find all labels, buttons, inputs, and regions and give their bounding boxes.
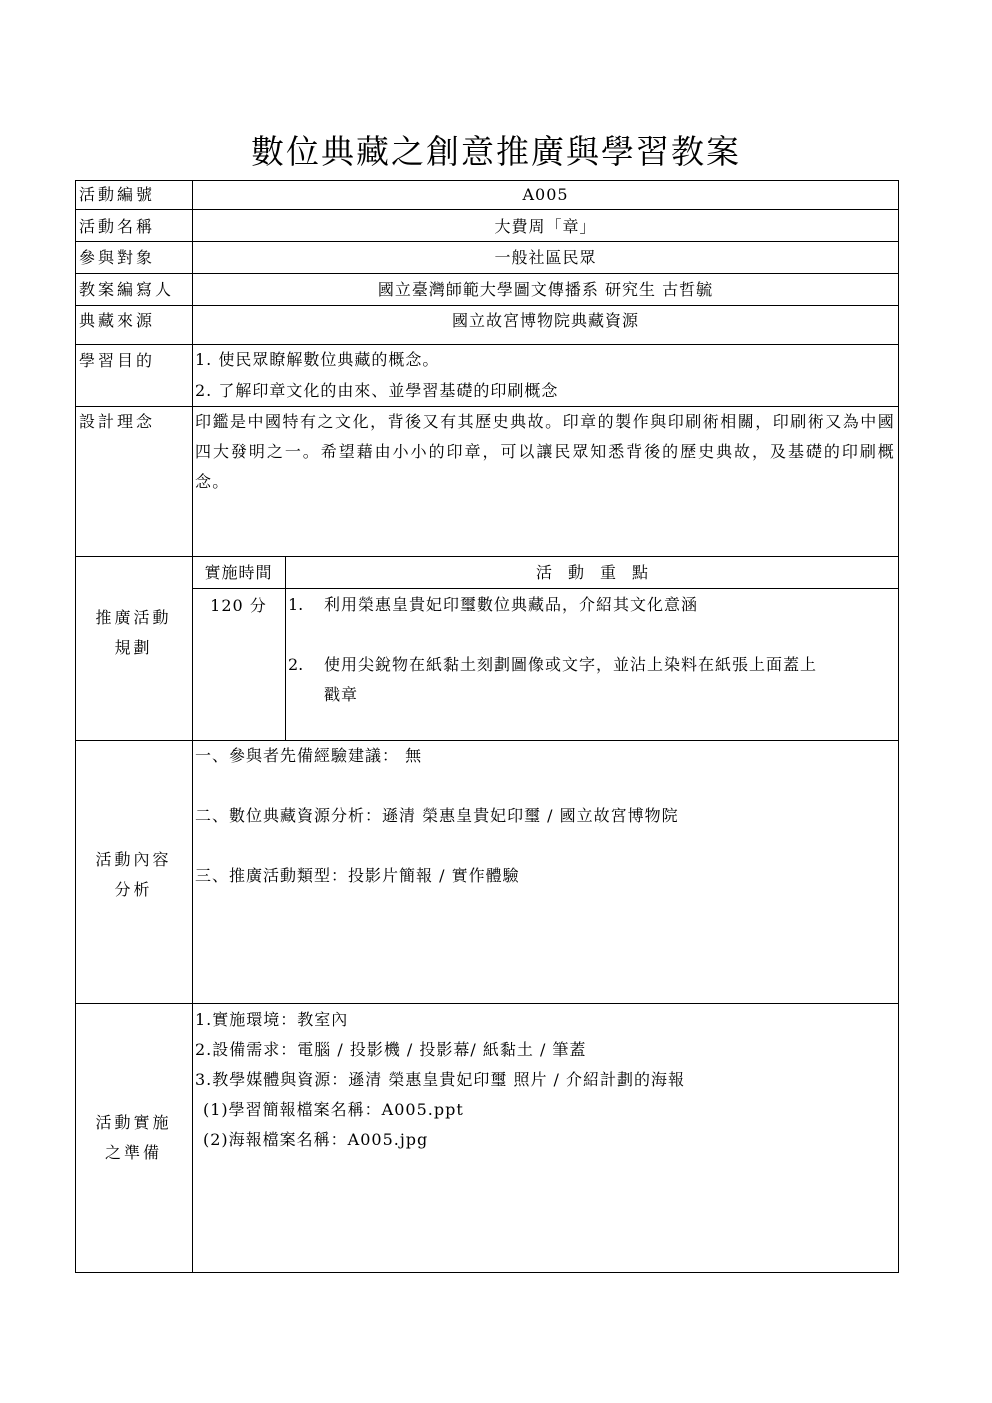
row-divider (75, 344, 899, 345)
focus-item-text: 利用榮惠皇貴妃印璽數位典藏品，介紹其文化意涵 (324, 595, 699, 614)
focus-item-number: 1. (288, 595, 304, 614)
activity-name-label: 活動名稱 (79, 217, 156, 236)
analysis-item: 一、參與者先備經驗建議： 無 (195, 746, 423, 765)
source-label: 典藏來源 (79, 311, 156, 330)
row-divider (192, 588, 899, 589)
focus-item-number: 2. (288, 655, 304, 674)
plan-label-line2: 規劃 (114, 638, 153, 657)
prep-item: 1.實施環境：教室內 (195, 1010, 349, 1029)
row-divider (75, 305, 899, 306)
author-label: 教案編寫人 (79, 280, 175, 299)
prep-subitem: (1)學習簡報檔案名稱：A005.ppt (203, 1100, 464, 1119)
analysis-item: 三、推廣活動類型：投影片簡報 / 實作體驗 (195, 866, 520, 885)
prep-label-line2: 之準備 (104, 1143, 162, 1162)
audience-label: 參與對象 (79, 248, 156, 267)
column-divider (285, 556, 286, 740)
activity-id-label: 活動編號 (79, 185, 156, 204)
objective-item: 2. 了解印章文化的由來、並學習基礎的印刷概念 (195, 381, 559, 400)
analysis-label-line1: 活動內容 (95, 850, 172, 869)
source-value: 國立故宮博物院典藏資源 (451, 311, 639, 330)
focus-item-text-cont: 戳章 (324, 685, 359, 704)
row-divider (75, 273, 899, 274)
time-header: 實施時間 (204, 563, 273, 582)
focus-item-text: 使用尖銳物在紙黏土刻劃圖像或文字，並沾上染料在紙張上面蓋上 (324, 655, 818, 674)
activity-id-value: A005 (522, 185, 569, 204)
objective-item: 1. 使民眾瞭解數位典藏的概念。 (195, 350, 440, 369)
objectives-label: 學習目的 (79, 351, 156, 370)
row-divider (75, 209, 899, 210)
analysis-item: 二、數位典藏資源分析：遜清 榮惠皇貴妃印璽 / 國立故宮博物院 (195, 806, 679, 825)
prep-subitem: (2)海報檔案名稱：A005.jpg (203, 1130, 429, 1149)
column-divider (192, 180, 193, 1273)
plan-label-line1: 推廣活動 (95, 608, 172, 627)
page-title: 數位典藏之創意推廣與學習教案 (251, 132, 741, 171)
row-divider (75, 241, 899, 242)
analysis-label (75, 845, 192, 905)
row-divider (75, 1003, 899, 1004)
author-value: 國立臺灣師範大學圖文傳播系 研究生 古哲毓 (377, 280, 714, 299)
focus-header: 活 動 重 點 (535, 563, 648, 582)
activity-name-value: 大費周「章」 (494, 217, 597, 236)
audience-value: 一般社區民眾 (494, 248, 597, 267)
plan-label (75, 603, 192, 663)
prep-label (75, 1108, 192, 1168)
row-divider (75, 556, 899, 557)
prep-item: 2.設備需求：電腦 / 投影機 / 投影幕/ 紙黏土 / 筆蓋 (195, 1040, 587, 1059)
analysis-label-line2: 分析 (114, 880, 153, 899)
design-label: 設計理念 (79, 412, 156, 431)
row-divider (75, 740, 899, 741)
design-text: 印鑑是中國特有之文化，背後又有其歷史典故。印章的製作與印刷術相關，印刷術又為中國四大發明之一。希望藉由小小的印章，可以讓民眾知悉背後的歷史典故，及基礎的印刷概念。 (195, 412, 895, 491)
prep-item: 3.教學媒體與資源：遜清 榮惠皇貴妃印璽 照片 / 介紹計劃的海報 (195, 1070, 686, 1089)
time-value: 120 分 (210, 596, 267, 615)
prep-label-line1: 活動實施 (95, 1113, 172, 1132)
